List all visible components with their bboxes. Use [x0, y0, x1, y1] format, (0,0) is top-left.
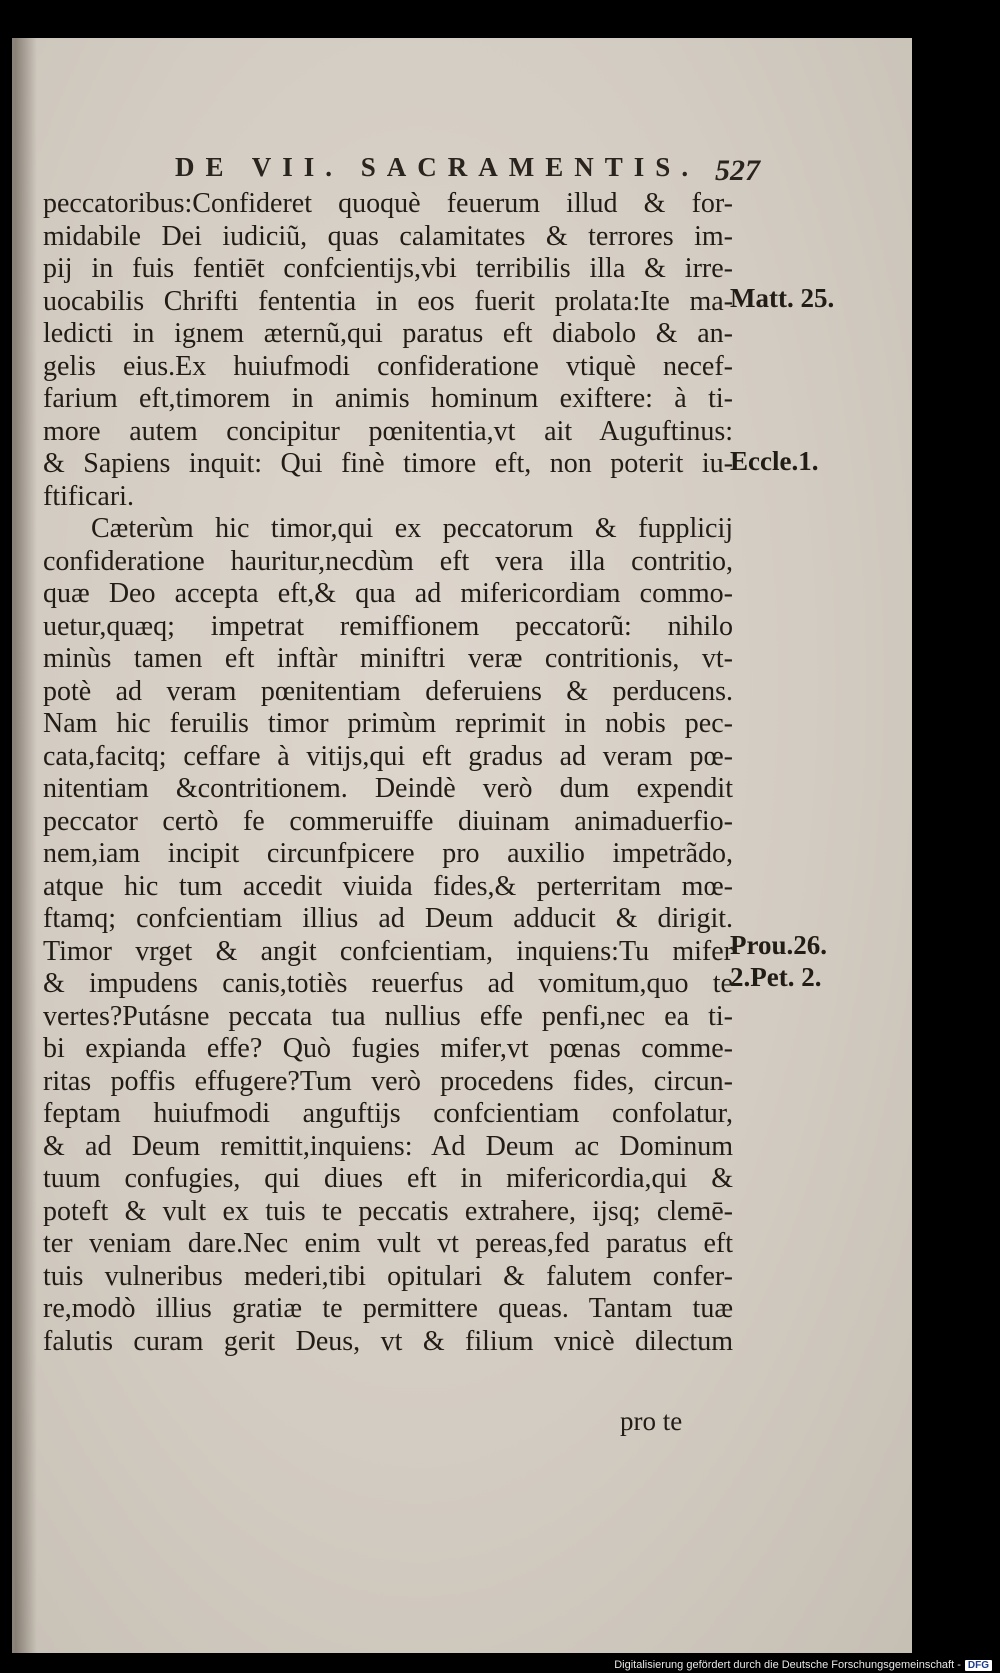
margin-note-eccle: Eccle.1.	[730, 446, 819, 476]
text-line: pij in fuis fentiēt confcientijs,vbi terribilis illa & irre-	[43, 253, 733, 284]
text-line: & impudens canis,totiès reuerfus ad vomitum,quo te	[43, 968, 733, 999]
text-line: potè ad veram pœnitentiam deferuiens & perducens.	[43, 675, 733, 707]
text-line: nem,iam incipit circunfpicere pro auxilio impetrãdo,	[43, 838, 733, 869]
text-line: Timor vrget & angit confcientiam, inquiens:Tu mifer	[43, 935, 733, 967]
text-line: nitentiam &contritionem. Deindè verò dum expendit	[43, 773, 733, 804]
book-page	[12, 38, 912, 1653]
text-line: peccator certò fe commeruiffe diuinam animaduerfio-	[43, 805, 733, 837]
text-line: Nam hic feruilis timor primùm reprimit in nobis pec-	[43, 708, 733, 739]
text-line: ter veniam dare.Nec enim vult vt pereas,fed paratus eft	[43, 1228, 733, 1259]
text-line: atque hic tum accedit viuida fides,& perterritam mœ-	[43, 870, 733, 902]
text-line: gelis eius.Ex huiufmodi confideratione vtiquè necef-	[43, 350, 733, 382]
text-line: midabile Dei iudiciũ, quas calamitates & terrores im-	[43, 220, 733, 252]
text-line: confideratione hauritur,necdùm eft vera illa contritio,	[43, 545, 733, 577]
margin-note-pet: 2.Pet. 2.	[730, 962, 822, 992]
text-line: Cæterùm hic timor,qui ex peccatorum & fupplicij	[91, 513, 733, 544]
text-line: quæ Deo accepta eft,& qua ad mifericordiam commo-	[43, 578, 733, 609]
text-line: uocabilis Chrifti fententia in eos fuerit prolata:Ite ma-	[43, 285, 733, 317]
text-line: tuum confugies, qui diues eft in mifericordia,qui &	[43, 1163, 733, 1194]
text-line: falutis curam gerit Deus, vt & filium vnicè dilectum	[43, 1325, 733, 1357]
page-number: 527	[715, 154, 760, 187]
text-line: ftificari.	[43, 480, 134, 512]
catchword: pro te	[620, 1406, 683, 1436]
text-line: vertes?Putásne peccata tua nullius effe penfi,nec ea ti-	[43, 1000, 733, 1032]
text-line: bi expianda effe? Quò fugies mifer,vt pœnas comme-	[43, 1033, 733, 1064]
text-line: & Sapiens inquit: Qui finè timore eft, non poterit iu-	[43, 448, 733, 479]
text-line: & ad Deum remittit,inquiens: Ad Deum ac Dominum	[43, 1130, 733, 1162]
dfg-logo: DFG	[965, 1660, 992, 1671]
text-line: ledicti in ignem æternũ,qui paratus eft diabolo & an-	[43, 318, 733, 349]
text-line: feptam huiufmodi anguftijs confcientiam confolatur,	[43, 1098, 733, 1129]
text-line: tuis vulneribus mederi,tibi opitulari & falutem confer-	[43, 1260, 733, 1292]
margin-note-matt: Matt. 25.	[730, 283, 835, 313]
footer-text: Digitalisierung gefördert durch die Deutsche Forschungsgemeinschaft -	[614, 1659, 961, 1671]
gutter-shadow	[15, 38, 37, 1653]
text-line: uetur,quæq; impetrat remiffionem peccatorũ: nihilo	[43, 610, 733, 642]
digitization-credit	[614, 1659, 992, 1671]
running-head: DE VII. SACRAMENTIS.	[175, 152, 700, 182]
margin-note-prou: Prou.26.	[730, 930, 828, 960]
text-line: more autem concipitur pœnitentia,vt ait Auguftinus:	[43, 415, 733, 447]
text-line: peccatoribus:Confideret quoquè feuerum illud & for-	[43, 188, 733, 219]
text-line: poteft & vult ex tuis te peccatis extrahere, ijsq; clemē-	[43, 1195, 733, 1227]
text-line: re,modò illius gratiæ te permittere queas. Tantam tuæ	[43, 1293, 733, 1324]
text-line: minùs tamen eft inftàr miniftri veræ contritionis, vt-	[43, 643, 733, 674]
text-line: cata,facitq; ceffare à vitijs,qui eft gradus ad veram pœ-	[43, 740, 733, 772]
text-line: farium eft,timorem in animis hominum exiftere: à ti-	[43, 383, 733, 414]
text-line: ritas poffis effugere?Tum verò procedens fides, circun-	[43, 1065, 733, 1097]
text-line: ftamq; confcientiam illius ad Deum adducit & dirigit.	[43, 903, 733, 934]
